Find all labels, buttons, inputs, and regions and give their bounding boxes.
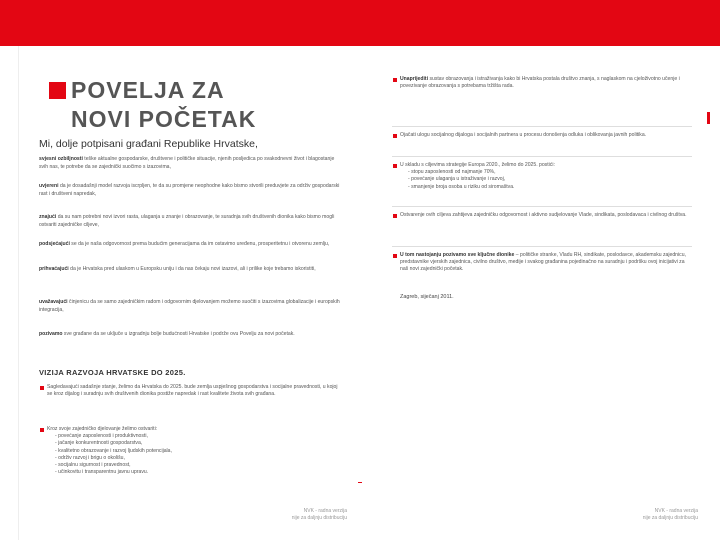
red-edge-tab xyxy=(707,112,710,124)
red-square-icon xyxy=(49,82,66,99)
sub-item: - stopu zaposlenosti od najmanje 70%, xyxy=(408,169,496,176)
sub-item: - smanjenje broja osoba u riziku od siromaštva. xyxy=(408,183,515,190)
red-bullet-icon xyxy=(40,428,44,432)
list-item: U skladu s ciljevima strategije Europa 2020., želimo do 2025. postići: - stopu zaposlenosti od najmanje 70%, - povećanje ulaganja u istraživanje i razvoj, - smanjenje broja osoba u riziku od siromaštva. xyxy=(392,162,692,191)
red-header-band xyxy=(0,0,720,46)
red-bullet-icon xyxy=(393,214,397,218)
red-bullet-icon xyxy=(40,386,44,390)
vision-heading: VIZIJA RAZVOJA HRVATSKE DO 2025. xyxy=(39,368,186,377)
list-item: Ojačati ulogu socijalnog dijaloga i socijalnih partnera u procesu donošenja odluka i oblikovanja javnih politika. xyxy=(392,132,692,139)
paragraph: pozivamo sve građane da se uključe u izgradnju bolje budućnosti Hrvatske i podrže ovu Povelju za novi početak. xyxy=(39,331,295,337)
sub-item: - kvalitetno obrazovanje i razvoj ljudskih potencijala, xyxy=(55,447,172,454)
divider xyxy=(392,206,692,207)
divider xyxy=(392,156,692,157)
list-item: Unaprijediti sustav obrazovanja i istraživanja kako bi Hrvatska postala društvo znanja, s naglaskom na cjeloživotno učenje i povezivanje obrazovanja s potrebama tržišta rada. xyxy=(392,76,692,90)
paragraph: prihvaćajući da je Hrvatska pred ulaskom u Europsku uniju i da nas čekaju novi izazovi, ali i prilike koje trebamo iskoristiti, xyxy=(39,266,316,272)
intro-line: Mi, dolje potpisani građani Republike Hrvatske, xyxy=(39,138,258,150)
title-line-2: NOVI POČETAK xyxy=(71,106,257,132)
sub-item: - jačanje konkurentnosti gospodarstva, xyxy=(55,440,143,447)
page-footer: NVK - radna verzija nije za daljnju distribuciju xyxy=(291,508,347,521)
page-footer: NVK - radna verzija nije za daljnju distribuciju xyxy=(642,508,698,521)
sub-item: - povećanje ulaganja u istraživanje i razvoj, xyxy=(408,176,506,183)
paragraph: podsjećajući se da je naša odgovornost prema budućim generacijama da im ostavimo uređenu, prosperitetnu i otvorenu zemlju, xyxy=(39,241,330,247)
list-item: U tom nastojanju pozivamo sve ključne dionike – političke stranke, Vladu RH, sindikate, poslodavce, akademsku zajednicu, predstavnike vjerskih zajednica, civilno društvo, medije i svakog građanina pojedinačno na suradnju i podršku ovoj inicijativi za naš novi zajednički početak. xyxy=(392,252,692,274)
sub-item: - povećanje zaposlenosti i produktivnosti, xyxy=(55,433,148,440)
paragraph: znajući da su nam potrebni novi izvori rasta, ulaganja u znanje i obrazovanje, te suradnja svih društvenih dionika kako bismo mogli ostvariti zajedničke ciljeve, xyxy=(39,214,335,228)
red-bullet-icon xyxy=(393,78,397,82)
title-line-1: POVELJA ZA xyxy=(71,77,225,103)
divider xyxy=(392,126,692,127)
list-item: Sagledavajući sadašnje stanje, želimo da Hrvatska do 2025. bude zemlja uspješnog gospodarstva i socijalne pravednosti, u kojoj se kroz dijalog i suradnju svih društvenih dionika postiže napredak i rast kvalitete života svih građana. xyxy=(39,384,344,398)
page-title xyxy=(49,76,256,134)
list-item: Kroz svoje zajedničko djelovanje želimo ostvariti: - povećanje zaposlenosti i produktivnosti, - jačanje konkurentnosti gospodarstva, - kvalitetno obrazovanje i razvoj ljudskih potencijala, - održiv razvoj i brigu o okolišu, - socijalnu sigurnost i pravednost, - učinkovitu i transparentnu javnu upravu. xyxy=(39,426,344,476)
sub-item: - učinkovitu i transparentnu javnu upravu. xyxy=(55,469,149,476)
red-bullet-icon xyxy=(393,254,397,258)
red-bullet-icon xyxy=(393,164,397,168)
right-page xyxy=(362,46,704,540)
sub-item: - održiv razvoj i brigu o okolišu, xyxy=(55,454,125,461)
paragraph: uvjereni da je dosadašnji model razvoja iscrpljen, te da su promjene neophodne kako bismo stvorili preduvjete za održiv gospodarski rast i društveni napredak, xyxy=(39,183,340,197)
list-item: Ostvarenje ovih ciljeva zahtijeva zajedničku odgovornost i aktivno sudjelovanje Vlade, sindikata, poslodavaca i civilnog društva. xyxy=(392,212,692,219)
paragraph: uvažavajući činjenicu da se samo zajedničkim radom i odgovornim djelovanjem možemo suočiti s izazovima globalizacije i europskih integracija, xyxy=(39,299,340,313)
left-page xyxy=(18,46,358,540)
divider xyxy=(392,246,692,247)
paragraph: svjesni ozbiljnosti teške aktualne gospodarske, društvene i političke situacije, njenih posljedica po svakodnevni život i blagostanje svih nas, te potrebe da se zajednički suočimo s izazovima, xyxy=(39,156,335,170)
red-bullet-icon xyxy=(393,134,397,138)
place-date: Zagreb, siječanj 2011. xyxy=(400,294,454,300)
sub-item: - socijalnu sigurnost i pravednost, xyxy=(55,462,131,469)
